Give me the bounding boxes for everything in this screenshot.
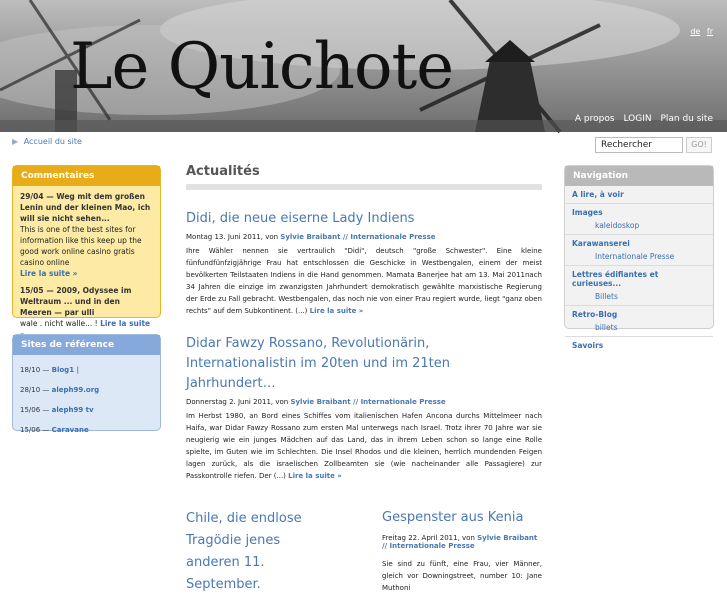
reference-date: 18/10 — — [20, 366, 50, 374]
article-meta — [186, 233, 542, 241]
top-navigation — [569, 114, 713, 124]
search-form — [595, 137, 713, 154]
article-date: Donnerstag 2. Juni 2011, von — [186, 398, 289, 406]
lang-link-fr[interactable]: fr — [706, 27, 713, 36]
reference-link[interactable]: aleph99.org — [51, 386, 100, 394]
main-content — [186, 164, 542, 596]
article-author-link[interactable]: Sylvie Braibant // Internationale Presse — [290, 398, 446, 406]
article-summary — [382, 558, 542, 594]
article — [382, 508, 542, 596]
reference-item — [20, 385, 153, 396]
reference-item — [20, 365, 153, 376]
site-title[interactable]: Le Quichote — [70, 30, 454, 104]
nav-item-karawanserei[interactable] — [565, 235, 713, 266]
nav-item-savoirs[interactable] — [565, 337, 713, 354]
article-author-link[interactable]: Sylvie Braibant // Internationale Presse — [382, 534, 538, 550]
nav-link-plan-du-site[interactable]: Plan du site — [660, 114, 713, 124]
breadcrumb-home-link[interactable]: Accueil du site — [23, 137, 82, 146]
triangle-right-icon: ▶ — [12, 137, 19, 146]
comment-lead-link[interactable]: 15/05 — 2009, Odyssee im Weltraum ... und in den Meeren — par ulli — [20, 286, 132, 317]
nav-item-label[interactable]: Retro-Blog — [572, 310, 618, 319]
article-title-link[interactable]: Didar Fawzy Rossano, Revolutionärin, Internationalistin im 20ten und im 21ten Jahrhundert… — [186, 336, 450, 391]
comment-item — [20, 191, 153, 279]
nav-item-label[interactable]: Images — [572, 208, 603, 217]
nav-item-label[interactable]: A lire, à voir — [572, 190, 624, 199]
nav-item-lettres[interactable] — [565, 266, 713, 306]
read-more-link[interactable]: Lire la suite » — [309, 307, 364, 315]
nav-subitem-link[interactable]: billets — [595, 323, 618, 332]
comment-item — [20, 285, 153, 340]
article-meta — [186, 398, 542, 406]
reference-link[interactable]: aleph99 tv — [51, 406, 94, 414]
article — [186, 334, 542, 482]
article-text: Im Herbst 1980, an Bord eines Schiffes vom italienischen Hafen Ancona durchs Mittelmeer nach Haifa, war Didar Fawzy Rossano zum ersten Mal unterwegs nach Israel. Trotz ihrer 70 Jahre war sie neugierig wie ein junges Mädchen auf das Land, das in ihrem Leben schon so lange eine Rolle spielte, im Guten wie im Schlechten. Die Insel Rhodos und die kleinen, herrlich mundenden Feigen lagen zurück, als die israelischen Zollbeamten sie (wie nacheinander alle Passagiere) zur Passkontrolle riefen. Der (...) — [186, 412, 542, 480]
article-title-link[interactable]: Chile, die endlose Tragödie jenes anderen 11. September. — [186, 511, 302, 592]
nav-item-label[interactable]: Lettres édifiantes et curieuses... — [572, 270, 659, 288]
comment-lead-link[interactable]: 29/04 — Weg mit dem großen Lenin und der kleinen Mao, ich will sie nicht sehen... — [20, 192, 151, 223]
header-banner — [0, 0, 727, 132]
article-title-link[interactable]: Didi, die neue eiserne Lady Indiens — [186, 211, 415, 226]
article-date: Montag 13. Juni 2011, von — [186, 233, 279, 241]
article-row — [186, 508, 542, 596]
comment-text: wale . nicht walle... ! — [20, 319, 98, 328]
navigation-title: Navigation — [565, 166, 713, 186]
section-divider — [186, 184, 542, 190]
nav-item-label[interactable]: Karawanserei — [572, 239, 630, 248]
read-more-link[interactable]: Lire la suite » — [20, 269, 78, 278]
article-title-link[interactable]: Gespenster aus Kenia — [382, 510, 524, 525]
article-text: Sie sind zu fünft, eine Frau, vier Männer, gleich vor Downingstreet, number 10: Jane Muthoni — [382, 560, 542, 592]
nav-item-images[interactable] — [565, 204, 713, 235]
section-title: Actualités — [186, 164, 260, 179]
search-input[interactable]: Rechercher — [595, 137, 683, 153]
article-summary — [186, 245, 542, 317]
search-go-button[interactable]: GO! — [686, 137, 712, 153]
references-title: Sites de référence — [13, 335, 160, 355]
lang-link-de[interactable]: de — [690, 27, 701, 36]
reference-date: 15/06 — — [20, 406, 50, 414]
navigation-box — [564, 165, 714, 350]
article-text: Ihre Wähler nennen sie vertraulich "Didi", deutsch "große Schwester". Eine kleine fünfundfünfzigjährige Frau hat entschlossen die Geschicke in Westbengalen, einem der meist bevölkerten Teilstaaten Indiens in die Hand genommen. Mamata Banerjee hat am 13. Mai 2011nach 34 Jahren die einzige im zwanzigsten Jahrhundert demokratisch gewählte marxistische Regierung der Erde zu Fall gebracht. Westbengalen, das noch nie von einer Frau regiert wurde, liegt "ganz oben rechts" auf dem Subkontinent. (...) — [186, 247, 542, 315]
reference-link[interactable]: Caravane — [51, 426, 89, 434]
nav-item-a-lire[interactable] — [565, 186, 713, 204]
article-meta — [382, 534, 542, 550]
read-more-link[interactable]: Lire la suite » — [288, 472, 342, 480]
nav-item-label[interactable]: Savoirs — [572, 341, 604, 350]
comment-text: This is one of the best sites for information like this keep up the good work online casino gratis casino online — [20, 225, 142, 267]
article-author-link[interactable]: Sylvie Braibant // Internationale Presse — [280, 233, 436, 241]
article — [186, 508, 322, 596]
nav-item-retro-blog[interactable] — [565, 306, 713, 337]
nav-subitem-link[interactable]: Internationale Presse — [595, 252, 675, 261]
reference-item — [20, 405, 153, 416]
comments-box — [12, 165, 161, 328]
reference-date: 28/10 — — [20, 386, 50, 394]
nav-subitem-link[interactable]: kaleidoskop — [595, 221, 640, 230]
read-more-link[interactable]: Lire la suite — [100, 319, 151, 328]
nav-subitem-link[interactable]: Billets — [595, 292, 618, 301]
reference-item — [20, 425, 153, 436]
article-date: Freitag 22. April 2011, von — [382, 534, 475, 542]
language-switcher — [686, 27, 713, 36]
reference-link[interactable]: Blog1 | — [51, 366, 80, 374]
article-summary — [186, 410, 542, 482]
nav-link-a-propos[interactable]: A propos — [574, 114, 615, 124]
references-box — [12, 334, 161, 434]
reference-date: 15/06 — — [20, 426, 50, 434]
article — [186, 209, 542, 317]
breadcrumb — [12, 137, 82, 146]
nav-link-login[interactable]: LOGIN — [623, 114, 652, 124]
comments-title: Commentaires — [13, 166, 160, 186]
